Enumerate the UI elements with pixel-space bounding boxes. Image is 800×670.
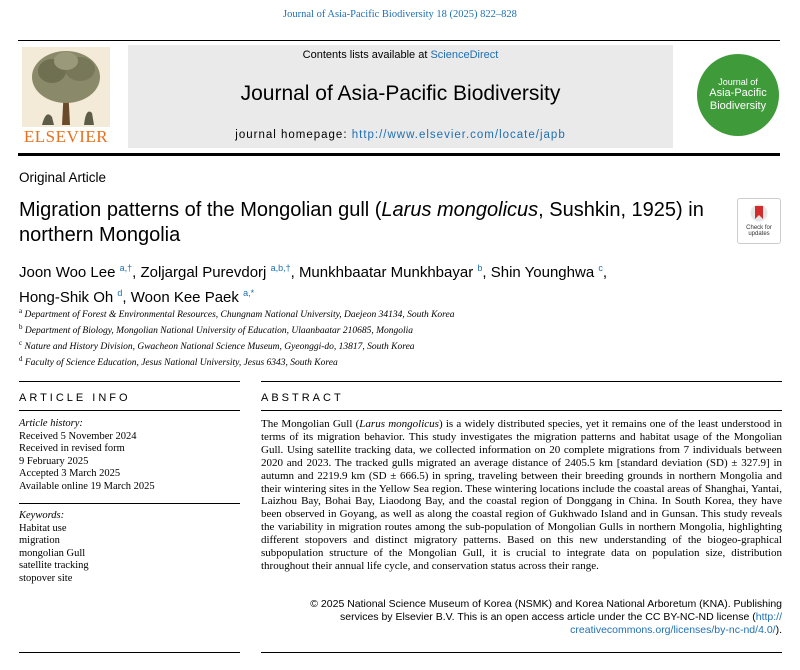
author[interactable]: Joon Woo Lee $^{a,\dagger}$,: [19, 263, 141, 281]
article-history: [19, 418, 155, 494]
contents-line: [128, 49, 673, 61]
history-item: Received in revised form: [19, 443, 125, 455]
badge-line-2: Asia-Pacific: [709, 87, 767, 99]
homepage-line: [128, 129, 673, 141]
keyword: Habitat use: [19, 522, 67, 534]
article-title: [19, 198, 719, 248]
journal-citation[interactable]: Journal of Asia-Pacific Biodiversity 18 (2025) 822–828: [283, 9, 517, 20]
history-item: Available online 19 March 2025: [19, 480, 155, 492]
affiliation: $^d$ Faculty of Science Education, Jesus National University, Jesus 6343, South Korea: [19, 354, 338, 369]
divider: [19, 652, 240, 653]
history-label: Article history:: [19, 418, 83, 429]
keywords: [19, 510, 89, 586]
license-link[interactable]: creativecommons.org/licenses/by-nc-nd/4.0/: [570, 624, 776, 636]
author[interactable]: Zoljargal Purevdorj $^{a,b,\dagger}$,: [140, 263, 299, 281]
keyword: migration: [19, 535, 60, 547]
title-post: , Sushkin, 1925) in northern Mongolia: [19, 199, 704, 246]
keyword: mongolian Gull: [19, 547, 86, 559]
badge-line-3: Biodiversity: [709, 100, 767, 112]
author[interactable]: Shin Younghwa $^c$,: [490, 263, 608, 281]
divider: [261, 381, 782, 382]
keyword: stopover site: [19, 572, 73, 584]
author[interactable]: Munkhbaatar Munkhbayar $^b$,: [298, 263, 491, 281]
contents-prefix: Contents lists available at: [302, 49, 428, 61]
affiliations: [19, 306, 455, 370]
journal-banner: [18, 40, 780, 156]
divider: [261, 652, 782, 653]
homepage-link[interactable]: http://www.elsevier.com/locate/japb: [351, 129, 566, 141]
check-for-updates-button[interactable]: [737, 198, 781, 244]
article-info-heading: ARTICLE INFO: [19, 392, 131, 404]
divider: [19, 410, 240, 411]
abstract-text: The Mongolian Gull (Larus mongolicus) is a widely distributed species, yet it remains one of the least understood in terms of its migration behavior. This study investigates the migration patterns and habitat usage of the Mongolian Gull. Using satellite tracking data, we collected information on 20 complete migrations from 7 individuals between 2020 and 2023. The tracked gulls migrated an average distance of 2405.5 km [standard deviation (SD) ± 327.9] in autumn and 2219.9 km (SD ± 666.5) in spring, traveling between their breeding grounds in northern Mongolia and their wintering sites in the Yellow Sea region. These wintering locations include the coastal areas of Shanghai, Yantai, Laizhou Bay, Bohai Bay, Liaodong Bay, and the coastal region of Donggang in China. In South Korea, they have been observed in Goyang, as well as along the coastal region of Gukhwado Island and in Gunsan. This study reveals the variability in migration routes among the sub-population of Mongolian Gulls in northern Mongolia, highlighting different stopovers and distinct migratory patterns. Based on this new understanding of the biogeo-graphical subpopulation structure of the Mongolian Gull, it is crucial to integrate data on population size, distribution throughout their annual life cycle, and conservation status across their range.: [261, 418, 782, 572]
species-name: Larus mongolicus: [359, 418, 439, 430]
check-line-1: Check for: [746, 225, 772, 231]
title-pre: Migration patterns of the Mongolian gull (: [19, 199, 382, 221]
divider: [19, 503, 240, 504]
history-item: 9 February 2025: [19, 455, 89, 467]
affiliation: $^b$ Department of Biology, Mongolian National University of Education, Ulaanbaatar 210685, Mongolia: [19, 322, 414, 337]
bookmark-icon: [750, 203, 768, 223]
journal-title: Journal of Asia-Pacific Biodiversity: [240, 82, 561, 105]
elsevier-wordmark: ELSEVIER: [23, 127, 109, 146]
abstract-heading: ABSTRACT: [261, 392, 344, 404]
sciencedirect-link[interactable]: ScienceDirect: [430, 49, 499, 61]
keyword: satellite tracking: [19, 560, 89, 572]
homepage-label: journal homepage:: [235, 129, 348, 141]
keywords-label: Keywords:: [19, 510, 65, 521]
check-line-2: updates: [748, 231, 770, 237]
history-item: Accepted 3 March 2025: [19, 468, 121, 480]
journal-cover-badge: [697, 54, 779, 136]
divider: [261, 410, 782, 411]
author[interactable]: Hong-Shik Oh $^d$,: [19, 288, 131, 306]
author[interactable]: Woon Kee Paek $^{a,*}$: [130, 288, 255, 306]
article-type: Original Article: [19, 170, 107, 185]
badge-line-1: Journal of: [718, 77, 758, 87]
license-link[interactable]: http://: [755, 611, 782, 623]
history-item: Received 5 November 2024: [19, 430, 137, 442]
affiliation: $^a$ Department of Forest & Environmental Resources, Chungnam National University, Daejeon 34134, South Korea: [19, 307, 455, 321]
copyright-notice: © 2025 National Science Museum of Korea (NSMK) and Korea National Arboretum (KNA). Publishing services by Elsevier B.V. This is an open access article under the CC BY-NC-ND license (http:// creativecommons.org/licenses/by-nc-nd/4.0/).: [310, 598, 782, 636]
title-species: Larus mongolicus: [381, 199, 539, 221]
affiliation: $^c$ Nature and History Division, Gwacheon National Science Museum, Gyeonggi-do, 13817, South Korea: [19, 338, 415, 353]
author-list: [19, 258, 719, 308]
divider: [19, 381, 240, 382]
journal-header-box: [128, 45, 673, 148]
